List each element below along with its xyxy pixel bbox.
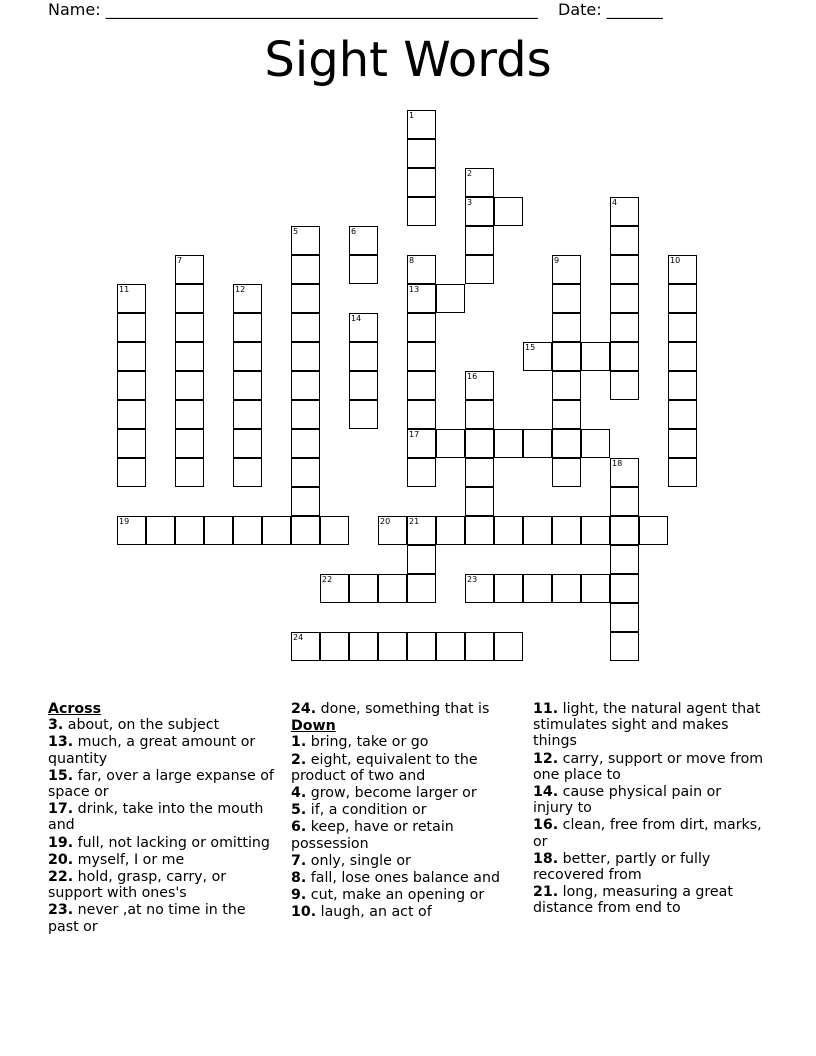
grid-cell[interactable] <box>668 458 697 487</box>
clue-number: 19 <box>119 517 130 526</box>
across-heading: Across <box>48 701 102 717</box>
grid-cell[interactable] <box>407 313 436 342</box>
clue-number: 8 <box>409 256 415 265</box>
across-clue: 19. full, not lacking or omitting <box>48 834 270 851</box>
grid-cell[interactable] <box>117 400 146 429</box>
grid-cell[interactable] <box>465 487 494 516</box>
grid-cell[interactable] <box>436 284 465 313</box>
clue-number: 24 <box>293 633 304 642</box>
grid-cell[interactable] <box>291 371 320 400</box>
grid-cell[interactable] <box>552 342 581 371</box>
clue-number: 2 <box>467 169 473 178</box>
clue-number: 5 <box>293 227 299 236</box>
grid-cell[interactable] <box>233 371 262 400</box>
grid-cell[interactable] <box>291 429 320 458</box>
grid-cell[interactable] <box>233 458 262 487</box>
grid-cell[interactable] <box>175 371 204 400</box>
grid-cell[interactable] <box>146 516 175 545</box>
grid-cell[interactable] <box>465 632 494 661</box>
across-clue: 17. drink, take into the mouth and <box>48 801 264 834</box>
grid-cell[interactable] <box>465 255 494 284</box>
grid-cell[interactable] <box>668 342 697 371</box>
grid-cell[interactable] <box>494 632 523 661</box>
grid-cell[interactable] <box>494 574 523 603</box>
clues-column-3 <box>533 701 765 918</box>
grid-cell[interactable] <box>610 197 639 226</box>
across-clue: 15. far, over a large expanse of space or <box>48 767 274 801</box>
grid-cell[interactable] <box>610 574 639 603</box>
grid-cell[interactable] <box>610 284 639 313</box>
grid-cell[interactable] <box>117 458 146 487</box>
grid-cell[interactable] <box>436 429 465 458</box>
grid-cell[interactable] <box>668 400 697 429</box>
grid-cell[interactable] <box>552 284 581 313</box>
clue-number: 21 <box>409 517 420 526</box>
date-field[interactable]: _______ <box>606 0 663 19</box>
grid-cell[interactable] <box>378 632 407 661</box>
grid-cell[interactable] <box>233 342 262 371</box>
grid-cell[interactable] <box>407 458 436 487</box>
grid-cell[interactable] <box>465 400 494 429</box>
grid-cell[interactable] <box>117 313 146 342</box>
grid-cell[interactable] <box>117 429 146 458</box>
grid-cell[interactable] <box>610 371 639 400</box>
clue-number: 20 <box>380 517 391 526</box>
grid-cell[interactable] <box>581 516 610 545</box>
down-clue: 21. long, measuring a great distance from end to <box>533 884 733 917</box>
grid-cell[interactable] <box>465 429 494 458</box>
grid-cell[interactable] <box>175 255 204 284</box>
clue-number: 23 <box>467 575 478 584</box>
grid-cell[interactable] <box>291 255 320 284</box>
grid-cell[interactable] <box>523 342 552 371</box>
across-clue: 22. hold, grasp, carry, or support with ones's <box>48 869 227 902</box>
grid-cell[interactable] <box>581 342 610 371</box>
down-clue: 4. grow, become larger or <box>291 785 477 802</box>
down-clue: 7. only, single or <box>291 852 411 869</box>
clues-column-2 <box>291 701 523 922</box>
across-clue: 24. done, something that is <box>291 701 490 717</box>
grid-cell[interactable] <box>610 516 639 545</box>
clue-number: 1 <box>409 111 415 120</box>
page-title: Sight Words <box>264 32 552 88</box>
grid-cell[interactable] <box>407 574 436 603</box>
grid-cell[interactable] <box>233 284 262 313</box>
grid-cell[interactable] <box>407 110 436 139</box>
grid-cell[interactable] <box>349 313 378 342</box>
clue-number: 9 <box>554 256 560 265</box>
down-clue: 6. keep, have or retain possession <box>291 819 454 852</box>
down-clue: 16. clean, free from dirt, marks, or <box>533 817 762 850</box>
grid-cell[interactable] <box>465 168 494 197</box>
grid-cell[interactable] <box>610 342 639 371</box>
grid-cell[interactable] <box>407 545 436 574</box>
grid-cell[interactable] <box>407 284 436 313</box>
across-clue: 23. never ,at no time in the past or <box>48 902 246 935</box>
grid-cell[interactable] <box>175 516 204 545</box>
grid-cell[interactable] <box>291 632 320 661</box>
across-clue: 20. myself, I or me <box>48 851 185 868</box>
grid-cell[interactable] <box>552 371 581 400</box>
grid-cell[interactable] <box>523 429 552 458</box>
down-clue: 10. laugh, an act of <box>291 904 432 921</box>
grid-cell[interactable] <box>494 429 523 458</box>
grid-cell[interactable] <box>668 284 697 313</box>
down-clue: 18. better, partly or fully recovered from <box>533 850 711 884</box>
grid-cell[interactable] <box>233 429 262 458</box>
grid-cell[interactable] <box>668 313 697 342</box>
grid-cell[interactable] <box>291 458 320 487</box>
grid-cell[interactable] <box>465 574 494 603</box>
clue-number: 14 <box>351 314 362 323</box>
grid-cell[interactable] <box>407 400 436 429</box>
grid-cell[interactable] <box>262 516 291 545</box>
grid-cell[interactable] <box>436 632 465 661</box>
grid-cell[interactable] <box>407 371 436 400</box>
grid-cell[interactable] <box>552 458 581 487</box>
clue-number: 7 <box>177 256 183 265</box>
name-label: Name: <box>48 0 106 19</box>
grid-cell[interactable] <box>233 400 262 429</box>
grid-cell[interactable] <box>349 632 378 661</box>
grid-cell[interactable] <box>494 516 523 545</box>
date-label: Date: <box>558 0 607 19</box>
grid-cell[interactable] <box>552 255 581 284</box>
grid-cell[interactable] <box>523 516 552 545</box>
grid-cell[interactable] <box>291 516 320 545</box>
clue-number: 18 <box>612 459 623 468</box>
grid-cell[interactable] <box>610 255 639 284</box>
grid-cell[interactable] <box>552 313 581 342</box>
down-clue: 2. eight, equivalent to the product of two and <box>291 751 478 784</box>
clue-number: 22 <box>322 575 333 584</box>
grid-cell[interactable] <box>552 516 581 545</box>
grid-cell[interactable] <box>610 226 639 255</box>
grid-cell[interactable] <box>349 400 378 429</box>
grid-cell[interactable] <box>407 139 436 168</box>
grid-cell[interactable] <box>175 313 204 342</box>
grid-cell[interactable] <box>523 574 552 603</box>
grid-cell[interactable] <box>407 255 436 284</box>
grid-cell[interactable] <box>668 429 697 458</box>
grid-cell[interactable] <box>378 516 407 545</box>
grid-cell[interactable] <box>465 516 494 545</box>
grid-cell[interactable] <box>175 458 204 487</box>
clue-number: 11 <box>119 285 130 294</box>
clue-number: 13 <box>409 285 420 294</box>
across-clue: 3. about, on the subject <box>48 717 220 734</box>
grid-cell[interactable] <box>552 574 581 603</box>
grid-cell[interactable] <box>291 313 320 342</box>
grid-cell[interactable] <box>668 371 697 400</box>
grid-cell[interactable] <box>175 429 204 458</box>
grid-cell[interactable] <box>465 226 494 255</box>
down-clue: 14. cause physical pain or injury to <box>533 784 722 817</box>
grid-cell[interactable] <box>407 168 436 197</box>
grid-cell[interactable] <box>639 516 668 545</box>
grid-cell[interactable] <box>320 574 349 603</box>
grid-cell[interactable] <box>291 487 320 516</box>
grid-cell[interactable] <box>291 400 320 429</box>
clue-number: 16 <box>467 372 478 381</box>
clue-number: 15 <box>525 343 536 352</box>
grid-cell[interactable] <box>610 545 639 574</box>
grid-cell[interactable] <box>117 342 146 371</box>
grid-cell[interactable] <box>494 197 523 226</box>
grid-cell[interactable] <box>465 197 494 226</box>
grid-cell[interactable] <box>291 284 320 313</box>
grid-cell[interactable] <box>407 429 436 458</box>
grid-cell[interactable] <box>610 458 639 487</box>
grid-cell[interactable] <box>407 342 436 371</box>
grid-cell[interactable] <box>320 516 349 545</box>
grid-cell[interactable] <box>378 574 407 603</box>
grid-cell[interactable] <box>610 632 639 661</box>
clue-number: 4 <box>612 198 618 207</box>
down-clue: 1. bring, take or go <box>291 734 429 751</box>
grid-cell[interactable] <box>349 574 378 603</box>
grid-cell[interactable] <box>175 400 204 429</box>
clue-number: 10 <box>670 256 681 265</box>
down-clue: 9. cut, make an opening or <box>291 887 485 904</box>
grid-cell[interactable] <box>407 197 436 226</box>
grid-cell[interactable] <box>610 313 639 342</box>
grid-cell[interactable] <box>581 429 610 458</box>
grid-cell[interactable] <box>610 487 639 516</box>
grid-cell[interactable] <box>349 371 378 400</box>
grid-cell[interactable] <box>320 632 349 661</box>
grid-cell[interactable] <box>465 371 494 400</box>
clue-number: 17 <box>409 430 420 439</box>
grid-cell[interactable] <box>117 516 146 545</box>
grid-cell[interactable] <box>407 632 436 661</box>
down-clue: 11. light, the natural agent that stimulates sight and makes things <box>533 701 761 750</box>
across-clue: 13. much, a great amount or quantity <box>48 734 256 767</box>
clue-number: 6 <box>351 227 357 236</box>
grid-cell[interactable] <box>204 516 233 545</box>
grid-cell[interactable] <box>175 342 204 371</box>
down-clue: 5. if, a condition or <box>291 802 427 819</box>
grid-cell[interactable] <box>407 516 436 545</box>
down-clue: 12. carry, support or move from one place to <box>533 750 764 783</box>
grid-cell[interactable] <box>349 226 378 255</box>
down-clue: 8. fall, lose ones balance and <box>291 870 500 887</box>
grid-cell[interactable] <box>552 429 581 458</box>
clues-column-1 <box>48 701 280 936</box>
grid-cell[interactable] <box>117 284 146 313</box>
grid-cell[interactable] <box>668 255 697 284</box>
grid-cell[interactable] <box>436 516 465 545</box>
grid-cell[interactable] <box>233 516 262 545</box>
grid-cell[interactable] <box>465 458 494 487</box>
grid-cell[interactable] <box>117 371 146 400</box>
grid-cell[interactable] <box>349 342 378 371</box>
grid-cell[interactable] <box>291 342 320 371</box>
grid-cell[interactable] <box>581 574 610 603</box>
grid-cell[interactable] <box>175 284 204 313</box>
name-field[interactable]: ______________________________________________________ <box>105 0 538 19</box>
clue-number: 3 <box>467 198 473 207</box>
clue-number: 12 <box>235 285 246 294</box>
grid-cell[interactable] <box>552 400 581 429</box>
grid-cell[interactable] <box>610 603 639 632</box>
grid-cell[interactable] <box>349 255 378 284</box>
grid-cell[interactable] <box>233 313 262 342</box>
grid-cell[interactable] <box>291 226 320 255</box>
down-heading: Down <box>291 718 336 735</box>
